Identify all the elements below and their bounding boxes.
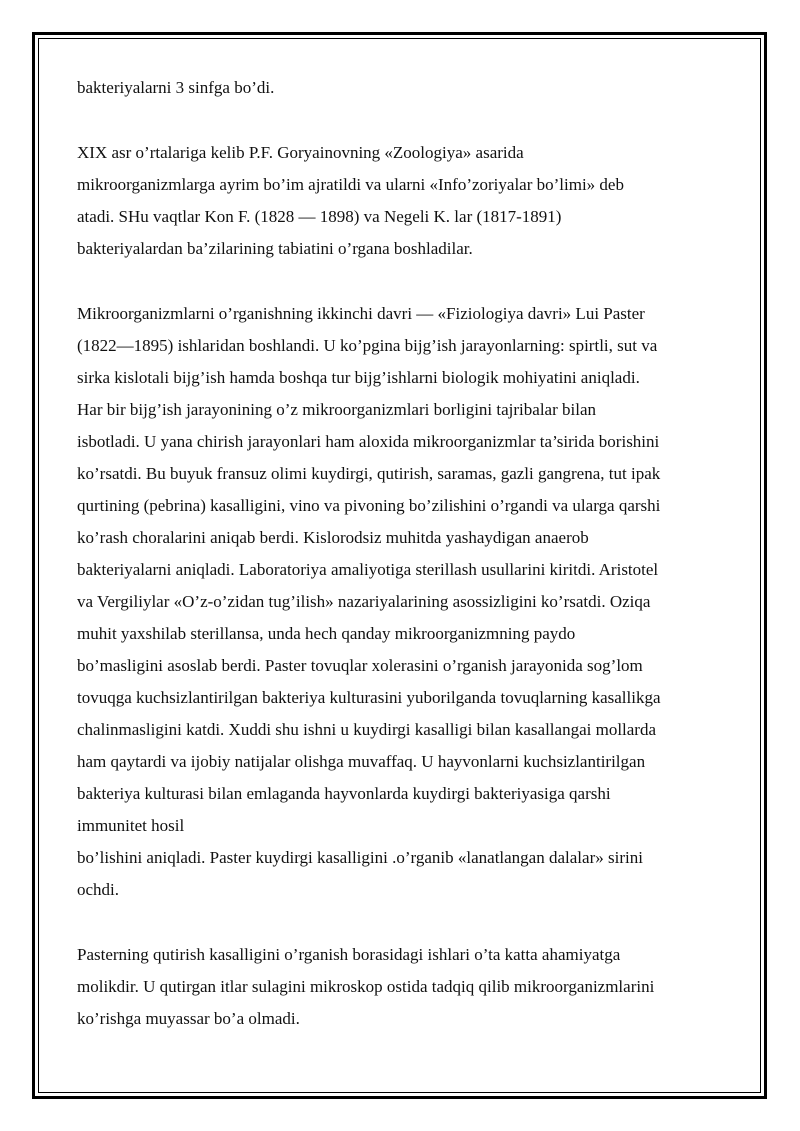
text-line: molikdir. U qutirgan itlar sulagini mikroskop ostida tadqiq qilib mikroorganizmlarini: [77, 977, 655, 996]
paragraph-spacer: [77, 906, 737, 939]
document-body: [77, 72, 737, 1035]
text-line: ko’rsatdi. Bu buyuk fransuz olimi kuydirgi, qutirish, saramas, gazli gangrena, tut ipak: [77, 464, 661, 483]
text-line: isbotladi. U yana chirish jarayonlari ham aloxida mikroorganizmlar ta’sirida borishini: [77, 432, 660, 451]
text-line: tovuqga kuchsizlantirilgan bakteriya kulturasini yuborilganda tovuqlarning kasallikga: [77, 688, 661, 707]
text-line: bakteriyalarni 3 sinfga bo’di.: [77, 78, 275, 97]
text-line: XIX asr o’rtalariga kelib P.F. Goryainovning «Zoologiya» asarida: [77, 143, 524, 162]
text-line: sirka kislotali bijg’ish hamda boshqa tur bijg’ishlarni biologik mohiyatini aniqladi.: [77, 368, 640, 387]
paragraph-spacer: [77, 104, 737, 137]
paragraph: [77, 137, 737, 265]
text-line: bo’lishini aniqladi. Paster kuydirgi kasalligini .o’rganib «lanatlangan dalalar» sirini: [77, 848, 643, 867]
text-line: va Vergiliylar «O’z-o’zidan tug’ilish» nazariyalarining asossizligini ko’rsatdi. Oziqa: [77, 592, 651, 611]
text-line: Har bir bijg’ish jarayonining o’z mikroorganizmlari borligini tajribalar bilan: [77, 400, 596, 419]
paragraph: [77, 939, 737, 1035]
text-line: Pasterning qutirish kasalligini o’rganish borasidagi ishlari o’ta katta ahamiyatga: [77, 945, 621, 964]
text-line: ko’rishga muyassar bo’a olmadi.: [77, 1009, 300, 1028]
paragraph-spacer: [77, 265, 737, 298]
text-line: muhit yaxshilab sterillansa, unda hech qanday mikroorganizmning paydo: [77, 624, 576, 643]
text-line: mikroorganizmlarga ayrim bo’im ajratildi va ularni «Info’zoriyalar bo’limi» deb: [77, 175, 624, 194]
text-line: qurtining (pebrina) kasalligini, vino va pivoning bo’zilishini o’rgandi va ularga qarshi: [77, 496, 661, 515]
text-line: bakteriyalarni aniqladi. Laboratoriya amaliyotiga sterillash usullarini kiritdi. Aristotel: [77, 560, 659, 579]
text-line: bakteriya kulturasi bilan emlaganda hayvonlarda kuydirgi bakteriyasiga qarshi: [77, 784, 611, 803]
paragraph: [77, 72, 737, 104]
text-line: bakteriyalardan ba’zilarining tabiatini o’rgana boshladilar.: [77, 239, 473, 258]
text-line: bo’masligini asoslab berdi. Paster tovuqlar xolerasini o’rganish jarayonida sog’lom: [77, 656, 643, 675]
text-line: atadi. SHu vaqtlar Kon F. (1828 — 1898) va Negeli K. lar (1817-1891): [77, 207, 562, 226]
text-line: (1822—1895) ishlaridan boshlandi. U ko’pgina bijg’ish jarayonlarning: spirtli, sut va: [77, 336, 658, 355]
text-line: immunitet hosil: [77, 816, 185, 835]
text-line: ham qaytardi va ijobiy natijalar olishga muvaffaq. U hayvonlarni kuchsizlantirilgan: [77, 752, 646, 771]
paragraph: [77, 298, 737, 906]
text-line: Mikroorganizmlarni o’rganishning ikkinchi davri — «Fiziologiya davri» Lui Paster: [77, 304, 645, 323]
text-line: ko’rash choralarini aniqab berdi. Kislorodsiz muhitda yashaydigan anaerob: [77, 528, 589, 547]
text-line: chalinmasligini katdi. Xuddi shu ishni u kuydirgi kasalligi bilan kasallangai mollarda: [77, 720, 657, 739]
text-line: ochdi.: [77, 880, 120, 899]
